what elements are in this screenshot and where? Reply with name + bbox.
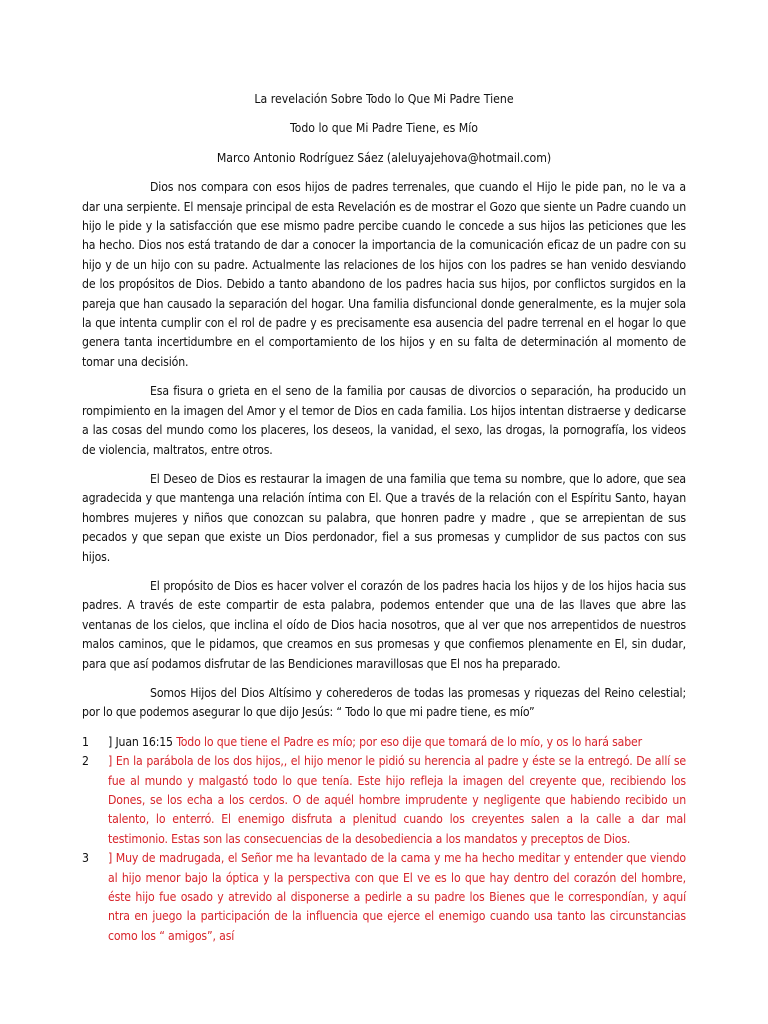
document-title: La revelación Sobre Todo lo Que Mi Padre Tiene <box>254 92 514 106</box>
scripture-reference: ] Juan 16:15 <box>108 734 173 749</box>
highlighted-text: ] En la parábola de los dos hijos,, el hijo menor le pidió su herencia al padre y éste se la entregó. De allí se fue al mundo y malgastó todo lo que tenía. Este hijo refleja la imagen del creyente que, recibiendo los Dones, se los echa a los cerdos. O de aquél hombre imprudente y negligente que habiendo recibido un talento, lo enterró. El enemigo disfruta a plenitud cuando los creyentes salen a la calle a dar mal testimonio. Estas son las consecuencias de la desobediencia a los mandatos y preceptos de Dios. <box>108 754 686 846</box>
paragraph: El Deseo de Dios es restaurar la imagen de una familia que tema su nombre, que lo adore, que sea agradecida y que mantenga una relación íntima con El. Que a través de la relación con el Espíritu Santo, hayan hombres mujeres y niños que conozcan su palabra, que honren padre y madre , que se arrepientan de sus pecados y que sepan que existe un Dios perdonador, fiel a sus promesas y cumplidor de sus pactos con sus hijos. <box>82 471 686 564</box>
highlighted-lead: ] Muy de madrugada, <box>108 851 225 866</box>
list-item-number: 2 <box>82 754 89 769</box>
list-item <box>82 733 686 752</box>
list-item <box>82 849 686 946</box>
paragraph: Dios nos compara con esos hijos de padres terrenales, que cuando el Hijo le pide pan, no le va a dar una serpiente. El mensaje principal de esta Revelación es de mostrar el Gozo que siente un Padre cuando un hijo le pide y la satisfacción que ese mismo padre percibe cuando le concede a sus hijos las peticiones que les ha hecho. Dios nos está tratando de dar a conocer la importancia de la comunicación eficaz de un padre con su hijo y de un hijo con su padre. Actualmente las relaciones de los hijos con los padres se han venido desviando de los propósitos de Dios. Debido a tanto abandono de los padres hacia sus hijos, por conflictos surgidos en la pareja que han causado la separación del hogar. Una familia disfuncional donde generalmente, es la mujer sola la que intenta cumplir con el rol de padre y es precisamente esa ausencia del padre terrenal en el hogar lo que genera tanta incertidumbre en el comportamiento de los hijos y en su falta de determinación al momento de tomar una decisión. <box>82 180 687 369</box>
list-item-text <box>108 752 686 849</box>
paragraph: Esa fisura o grieta en el seno de la familia por causas de divorcios o separación, ha producido un rompimiento en la imagen del Amor y el temor de Dios en cada familia. Los hijos intentan distraerse y dedicarse a las cosas del mundo como los placeres, los deseos, la vanidad, el sexo, las drogas, la pornografía, los videos de violencia, maltratos, entre otros. <box>82 384 686 457</box>
numbered-list <box>82 733 686 946</box>
document-author: Marco Antonio Rodríguez Sáez (aleluyajehova@hotmail.com) <box>216 150 552 165</box>
highlighted-text: Todo lo que tiene el Padre es mío; por eso dije que tomará de lo mío, y os lo hará saber <box>176 734 642 749</box>
list-item-number: 3 <box>82 851 89 866</box>
highlighted-text: el Señor me ha levantado de la cama y me ha hecho meditar y entender que viendo al hijo menor bajo la óptica y la perspectiva con que El ve es lo que hay dentro del corazón del hombre, éste hijo fue osado y atrevido al disponerse a pedirle a su padre los Bienes que le correspondían, y aquí ntra en juego la participación de la influencia que ejerce el enemigo cuando usa tanto las circunstancias como los “ amigos”, así <box>108 851 686 943</box>
paragraph: Somos Hijos del Dios Altísimo y coherederos de todas las promesas y riquezas del Reino celestial; por lo que podemos asegurar lo que dijo Jesús: “ Todo lo que mi padre tiene, es mío” <box>82 685 686 720</box>
paragraph: El propósito de Dios es hacer volver el corazón de los padres hacia los hijos y de los hijos hacia sus padres. A través de este compartir de esta palabra, podemos entender que una de las llaves que abre las ventanas de los cielos, que inclina el oído de Dios hacia nosotros, que al ver que nos arrepentidos de nuestros malos caminos, que le pidamos, que creamos en sus promesas y que confiemos plenamente en El, sin dudar, para que así podamos disfrutar de las Bendiciones maravillosas que El nos ha preparado. <box>82 578 686 671</box>
document-subtitle: Todo lo que Mi Padre Tiene, es Mío <box>290 121 478 136</box>
list-item-number: 1 <box>82 734 89 749</box>
list-item-text <box>108 733 686 752</box>
list-item-text <box>108 849 686 946</box>
list-item <box>82 752 686 849</box>
